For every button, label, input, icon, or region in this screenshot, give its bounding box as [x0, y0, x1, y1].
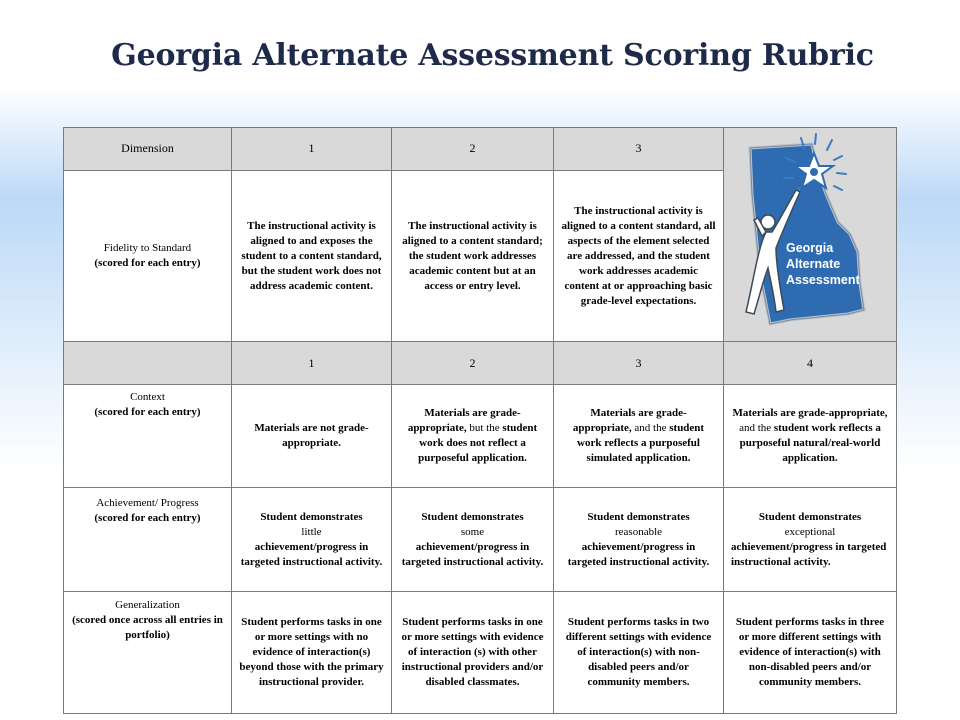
achievement-2-tail: achievement/progress in targeted instructional activity.: [401, 540, 544, 568]
header-row-2: [64, 342, 897, 385]
generalization-score-2: Student performs tasks in one or more settings with evidence of interaction (s) with other instructional providers and/or disabled classmates.: [392, 592, 554, 714]
generalization-dimension-cell: [64, 592, 232, 714]
achievement-2-lead: Student demonstrates: [421, 510, 524, 523]
context-2-part-b: but the: [466, 422, 503, 434]
achievement-1-lead: Student demonstrates: [260, 510, 363, 523]
achievement-dimension-cell: [64, 488, 232, 592]
generalization-label: Generalization: [115, 599, 180, 611]
logo-cell: [724, 128, 897, 342]
achievement-3-tail: achievement/progress in targeted instructional activity.: [567, 540, 710, 568]
achievement-2-level: some: [460, 525, 485, 538]
logo-text-line2: Alternate: [786, 257, 841, 271]
context-4-part-b: and the: [739, 422, 774, 434]
achievement-score-4: [724, 488, 897, 592]
context-score-1: Materials are not grade-appropriate.: [232, 385, 392, 488]
fidelity-score-1: The instructional activity is aligned to and exposes the student to a content standard, but the student work does not address academic content.: [232, 171, 392, 342]
scoring-rubric-table: [63, 127, 897, 714]
header-row-1: [64, 128, 897, 171]
fidelity-score-3: The instructional activity is aligned to a content standard, all aspects of the element selected are addressed, and the student work addresses academic content at or approaching basic grade-level expectations.: [554, 171, 724, 342]
achievement-1-tail: achievement/progress in targeted instructional activity.: [240, 540, 383, 568]
achievement-label: Achievement/ Progress: [96, 497, 199, 509]
achievement-1-level: little: [301, 525, 322, 538]
header-dimension: Dimension: [64, 128, 232, 171]
header2-score-1: 1: [232, 342, 392, 385]
achievement-score-2: [392, 488, 554, 592]
context-score-2: [392, 385, 554, 488]
context-2-part-c: student work does not reflect a purposeful application.: [418, 422, 538, 464]
georgia-alternate-assessment-logo: [724, 128, 897, 336]
context-score-3: [554, 385, 724, 488]
header-score-3: 3: [554, 128, 724, 171]
achievement-3-level: reasonable: [614, 525, 663, 538]
header2-score-2: 2: [392, 342, 554, 385]
header2-score-3: 3: [554, 342, 724, 385]
fidelity-sublabel: (scored for each entry): [94, 257, 201, 270]
generalization-score-1: Student performs tasks in one or more settings with no evidence of interaction(s) beyond those with the primary instructional provider.: [232, 592, 392, 714]
fidelity-score-2: The instructional activity is aligned to a content standard; the student work addresses academic content but at an access or entry level.: [392, 171, 554, 342]
generalization-row: [64, 592, 897, 714]
fidelity-label: Fidelity to Standard: [103, 242, 192, 255]
achievement-4-tail: achievement/progress in targeted instructional activity.: [731, 540, 887, 568]
achievement-row: [64, 488, 897, 592]
context-row: [64, 385, 897, 488]
context-score-4: [724, 385, 897, 488]
achievement-3-lead: Student demonstrates: [587, 510, 690, 523]
context-2-part-a: Materials are grade-appropriate,: [407, 407, 521, 434]
context-3-part-a: Materials are grade-appropriate,: [572, 407, 687, 434]
header-score-1: 1: [232, 128, 392, 171]
context-dimension-cell: [64, 385, 232, 488]
context-3-part-b: and the: [631, 422, 670, 434]
achievement-4-level: exceptional: [784, 525, 836, 538]
context-3-part-c: student work reflects a purposeful simulated application.: [577, 422, 705, 464]
achievement-score-3: [554, 488, 724, 592]
context-label: Context: [130, 391, 165, 403]
achievement-4-lead: Student demonstrates: [758, 510, 862, 523]
page-title: Georgia Alternate Assessment Scoring Rubric: [111, 38, 874, 73]
generalization-sublabel: (scored once across all entries in portfolio): [72, 614, 223, 641]
header2-score-4: 4: [724, 342, 897, 385]
achievement-sublabel: (scored for each entry): [94, 512, 201, 524]
generalization-score-4: Student performs tasks in three or more different settings with evidence of interaction(s) with non-disabled peers and/or community members.: [724, 592, 897, 714]
context-sublabel: (scored for each entry): [94, 406, 201, 418]
generalization-score-3: Student performs tasks in two different settings with evidence of interaction(s) with non-disabled peers and/or community members.: [554, 592, 724, 714]
achievement-score-1: [232, 488, 392, 592]
fidelity-dimension-cell: [64, 171, 232, 342]
header2-blank: [64, 342, 232, 385]
logo-text-line1: Georgia: [786, 241, 834, 255]
header-score-2: 2: [392, 128, 554, 171]
context-4-part-a: Materials are grade-appropriate,: [732, 407, 888, 419]
context-4-part-c: student work reflects a purposeful natural/real-world application.: [739, 422, 881, 464]
logo-text-line3: Assessment: [786, 273, 860, 287]
